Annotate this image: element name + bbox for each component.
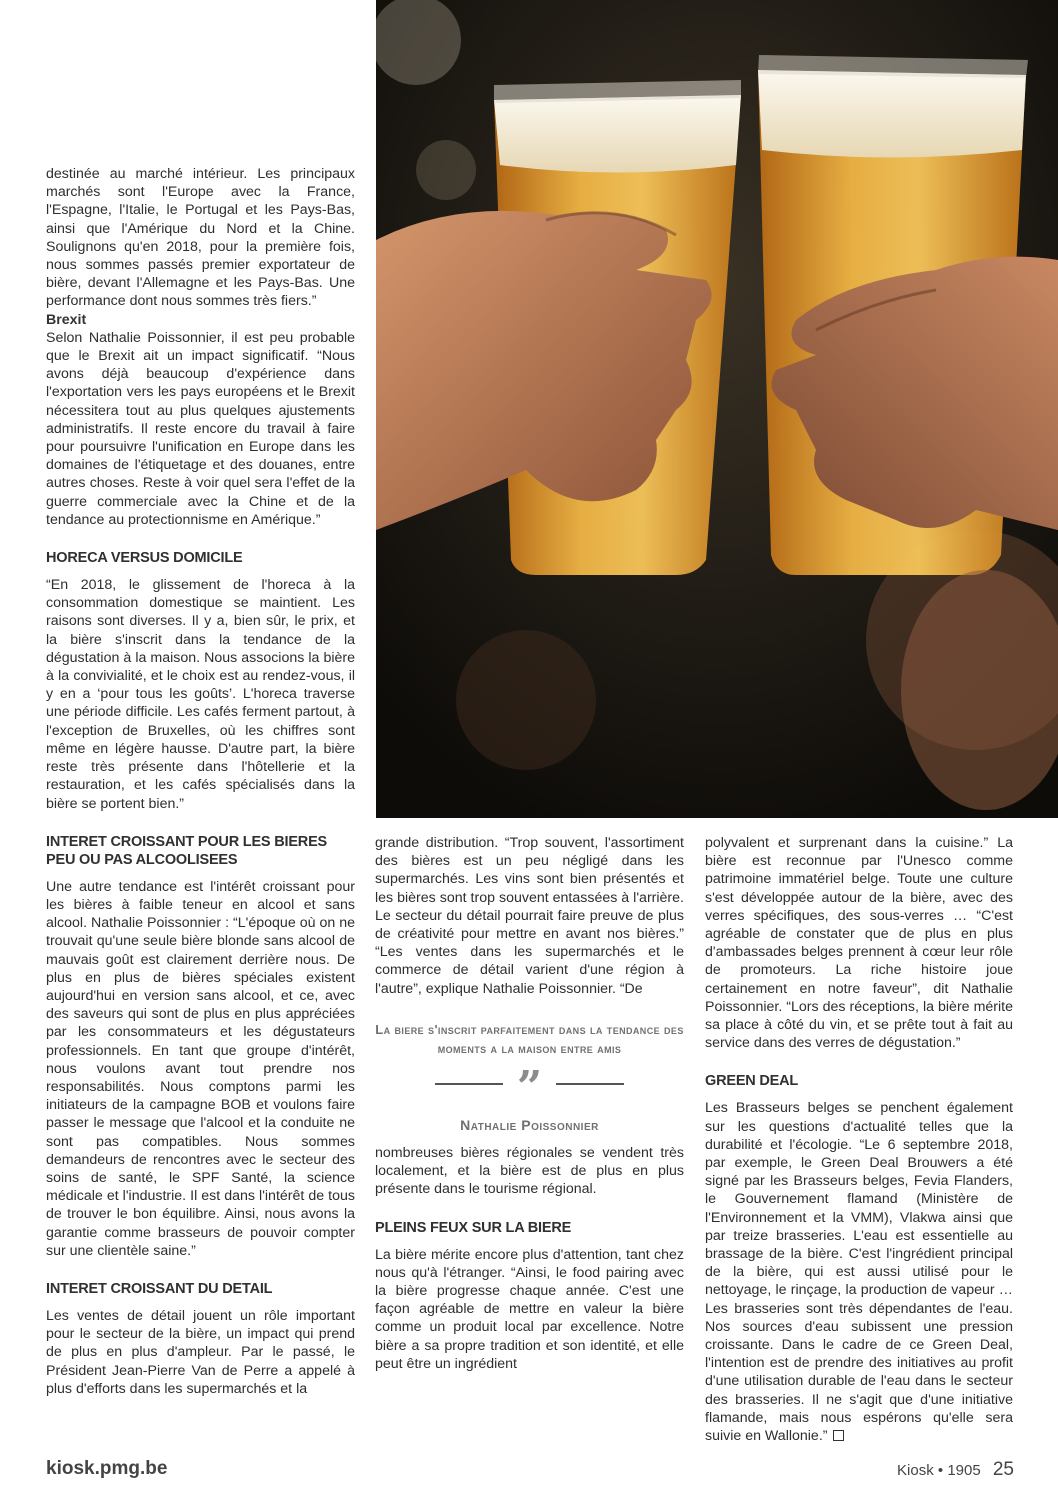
brexit-paragraph: Selon Nathalie Poissonnier, il est peu probable que le Brexit ait un impact significatif. “Nous avons déjà beaucoup d'expérience dans l'exportation vers les pays européens et le Brexit nécessitera tout au plus quelques ajustements administratifs. Il reste encore du travail à faire pour poursuivre l'unification en Europe dans les domaines de l'étiquetage et des douanes, entre autres choses. Reste à voir quel sera l'effet de la guerre commerciale avec la Chine et de la tendance au protectionnisme en Amérique.” bbox=[46, 329, 355, 528]
beer-glasses-illustration bbox=[376, 0, 1058, 818]
pleins-feux-paragraph: La bière mérite encore plus d'attention, tant chez nous qu'à l'étranger. “Ainsi, le food pairing avec la bière progresse chaque année. C'est une façon agréable de mettre en valeur la bière comme un produit local par excellence. Notre bière a sa propre tradition et son identité, et elle peut être un ingrédient bbox=[375, 1246, 684, 1372]
detail-paragraph: Les ventes de détail jouent un rôle important pour le secteur de la bière, un impact qui prend de plus en plus d'ampleur. Par le passé, le Président Jean-Pierre Van de Perre a appelé à plus d'efforts dans les supermarchés et la bbox=[46, 1307, 355, 1397]
alcool-paragraph: Une autre tendance est l'intérêt croissant pour les bières à faible teneur en alcool et sans alcool. Nathalie Poissonnier : “L'époque où on ne trouvait qu'une seule bière blonde sans alcool de mauvais goût est clairement derrière nous. De plus en plus de bières spéciales existent aujourd'hui en version sans alcool, et ce, avec des saveurs qui sont de plus en plus appréciées par les consommateurs et les dégustateurs professionnels. En tant que groupe d'intérêt, nous voulons avant tout prendre nos responsabilités. Nous comptons parmi les initiateurs de la campagne BOB et voulons faire passer le message que l'alcool et la conduite ne sont pas compatibles. Nous sommes demandeurs de rencontres avec le secteur des soins de santé, le SPF Santé, la science médicale et l'industrie. Il est dans l'intérêt de tous de trouver le bon équilibre. Ainsi, nous avons la garantie comme brasseurs de pouvoir compter sur une clientèle saine.” bbox=[46, 878, 355, 1259]
detail-heading: INTERET CROISSANT DU DETAIL bbox=[46, 1280, 273, 1297]
col2-top-paragraph: grande distribution. “Trop souvent, l'assortiment des bières est un peu négligé dans les supermarchés. Les vins sont bien présentés et les bières sont trop souvent entassées à l'arrière. Le secteur du détail pourrait faire preuve de plus de créativité pour mettre en avant nos bières.” “Les ventes dans les supermarchés et le commerce de détail varient d'une région à l'autre”, explique Nathalie Poissonnier. “De bbox=[375, 835, 684, 997]
horeca-heading: HORECA VERSUS DOMICILE bbox=[46, 550, 243, 567]
green-deal-heading: GREEN DEAL bbox=[705, 1073, 799, 1090]
brexit-heading: Brexit bbox=[46, 311, 87, 328]
page-number: 25 bbox=[992, 1459, 1014, 1480]
pull-quote bbox=[375, 1020, 684, 1134]
pull-quote-author: Nathalie Poissonnier bbox=[460, 1116, 599, 1133]
intro-paragraph: destinée au marché intérieur. Les principaux marchés sont l'Europe avec la France, l'Espagne, l'Italie, le Portugal et les Pays-Bas, ainsi que l'Amérique du Nord et la Chine. Soulignons qu'en 2018, pour la première fois, nous sommes passés premier exportateur de bière, devant l'Allemagne et les Pays-Bas. Une performance dont nous sommes très fiers.” bbox=[46, 166, 355, 310]
green-deal-paragraph bbox=[705, 1099, 1013, 1445]
alcool-heading: INTERET CROISSANT POUR LES BIERES PEU OU PAS ALCOOLISEES bbox=[46, 833, 328, 868]
magazine-issue: Kiosk • 1905 bbox=[897, 1462, 981, 1479]
website-link[interactable]: kiosk.pmg.be bbox=[46, 1458, 168, 1479]
end-of-article-icon bbox=[833, 1430, 844, 1441]
horeca-paragraph: “En 2018, le glissement de l'horeca à la consommation domestique se maintient. Les raisons sont diverses. Il y a, bien sûr, le prix, et la bière s'inscrit dans la tendance de la dégustation à la maison. Nous associons la bière à la convivialité, et le choix est au rendez-vous, il y en a ‘pour tous les goûts’. L'horeca traverse une période difficile. Les cafés ferment partout, à l'exception de Bruxelles, où les chiffres sont même en légère hausse. D'autre part, la bière reste très présente dans l'hôtellerie et la restauration, et les cafés spécialisés dans la bière se portent bien.” bbox=[46, 577, 355, 812]
column-3 bbox=[705, 834, 1013, 1445]
divider-line-right bbox=[556, 1083, 624, 1085]
quote-mark-icon: ” bbox=[516, 1069, 543, 1098]
col3-top-paragraph: polyvalent et surprenant dans la cuisine.” La bière est reconnue par l'Unesco comme patrimoine immatériel belge. Toute une culture s'est développée autour de la bière, avec des verres spécifiques, des sous-verres … “C'est agréable de constater que de plus en plus d'ambassades belges prennent à cœur leur rôle de promoteurs. La riche histoire joue certainement en notre faveur”, dit Nathalie Poissonnier. “Lors des réceptions, la bière mérite sa place à côté du vin, et se prête tout à fait au service dans des verres de dégustation.” bbox=[705, 835, 1013, 1052]
beer-toast-photo bbox=[376, 0, 1058, 818]
divider-line-left bbox=[435, 1083, 503, 1085]
green-deal-text: Les Brasseurs belges se penchent également sur les questions d'actualité telles que la durabilité et l'écologie. “Le 6 septembre 2018, par exemple, le Green Deal Brouwers a été signé par les Brasseurs belges, Fevia Flanders, le Gouvernement flamand (Ministère de l'Environnement et la VMM), Vlakwa ainsi que par treize brasseries. L'eau est essentielle au brassage de la bière. C'est l'ingrédient principal de la bière, qui est aussi utilisé pour le nettoyage, le rinçage, la production de vapeur … Les brasseries sont très dépendantes de l'eau. Nos sources d'eau subissent une pression croissante. Dans le cadre de ce Green Deal, l'intention est de prendre des initiatives au profit d'une utilisation durable de l'eau dans le secteur des brasseries. Il ne s'agit que d'une initiative flamande, mais nous espérons qu'elle sera suivie en Wallonie.” bbox=[705, 1100, 1013, 1445]
quote-divider bbox=[375, 1070, 684, 1098]
pull-quote-text: La biere s'inscrit parfaitement dans la tendance des moments a la maison entre amis bbox=[375, 1021, 684, 1056]
column-2 bbox=[375, 834, 684, 1373]
col2-bottom-paragraph: nombreuses bières régionales se vendent très localement, et la bière est de plus en plus présente dans le tourisme régional. bbox=[375, 1145, 684, 1198]
pleins-feux-heading: PLEINS FEUX SUR LA BIERE bbox=[375, 1219, 572, 1236]
page-footer bbox=[897, 1459, 1014, 1481]
column-1 bbox=[46, 165, 355, 1398]
